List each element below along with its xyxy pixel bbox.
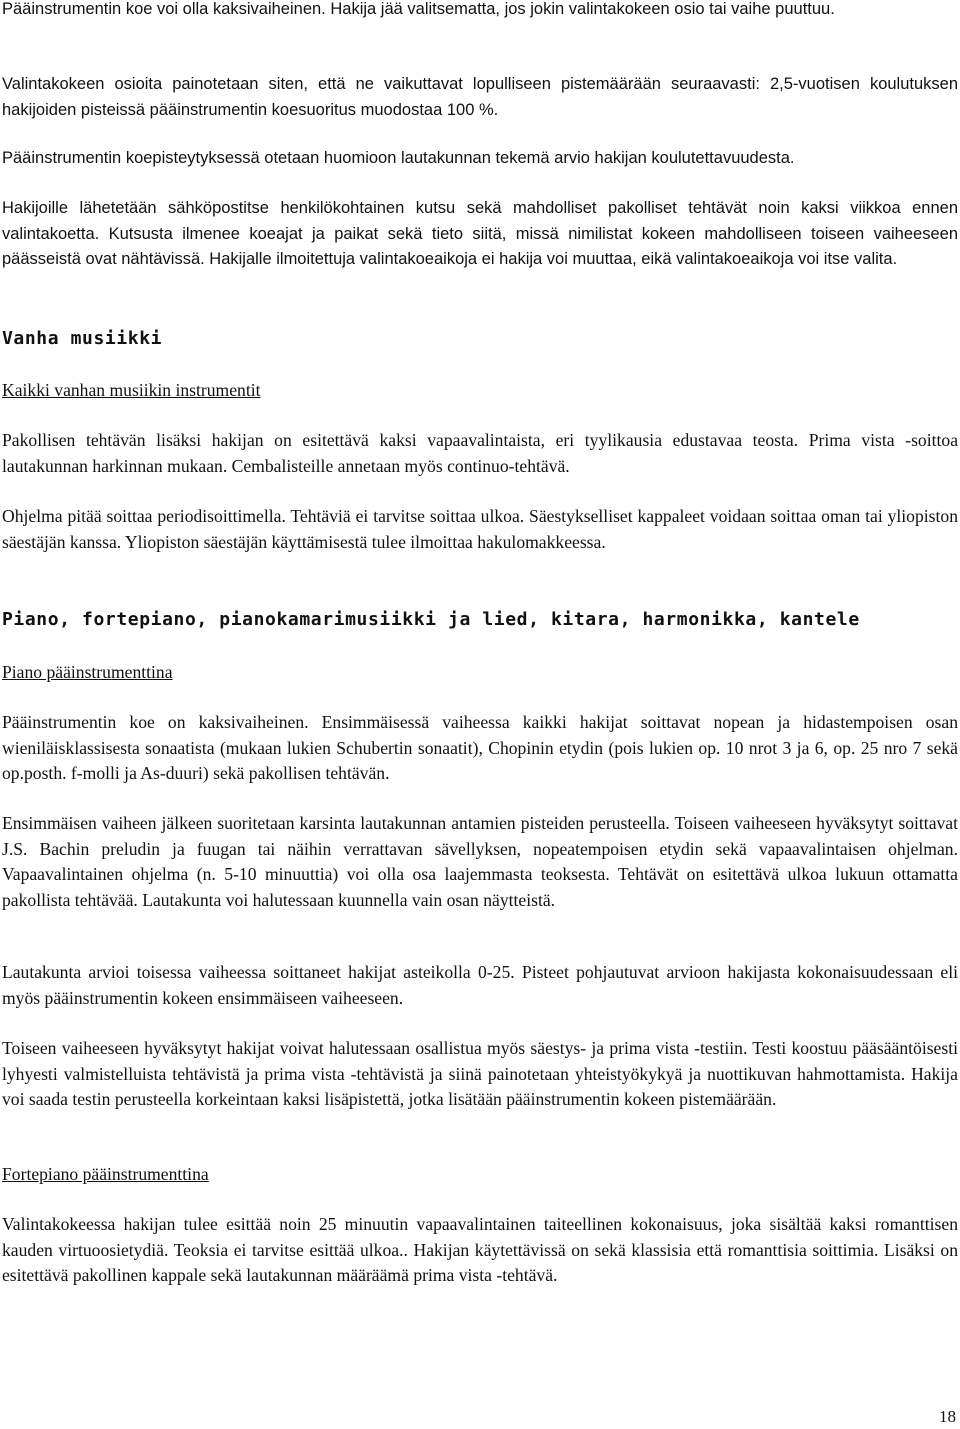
piano-paragraph-4: Toiseen vaiheeseen hyväksytyt hakijat voivat halutessaan osallistua myös säestys- ja prima vista -testiin. Testi koostuu pääsääntöisesti lyhyesti valmistelluista tehtävistä ja prima vista -tehtävistä ja siinä painotetaan yhteistyökykyä ja nuottikuvan hahmottamista. Hakija voi saada testin perusteella korkeintaan kaksi lisäpistettä, jotka lisätään pääinstrumentin kokeen pistemäärään. bbox=[2, 1038, 958, 1109]
intro-paragraph-1: Pääinstrumentin koe voi olla kaksivaiheinen. Hakija jää valitsematta, jos jokin valintakokeen osio tai vaihe puuttuu. bbox=[2, 0, 835, 18]
section-heading-piano: Piano, fortepiano, pianokamarimusiikki ja lied, kitara, harmonikka, kantele bbox=[2, 609, 860, 630]
subheading-vanhan-musiikin-instrumentit: Kaikki vanhan musiikin instrumentit bbox=[2, 380, 261, 400]
subheading-fortepiano-paainstrumenttina: Fortepiano pääinstrumenttina bbox=[2, 1164, 209, 1184]
vanha-musiikki-paragraph-2: Ohjelma pitää soittaa periodisoittimella. Tehtäviä ei tarvitse soittaa ulkoa. Säestykselliset kappaleet voidaan soittaa oman tai yliopiston säestäjän kanssa. Yliopiston säestäjän käyttämisestä tulee ilmoittaa hakulomakkeessa. bbox=[2, 506, 958, 552]
intro-paragraph-3: Pääinstrumentin koepisteytyksessä otetaan huomioon lautakunnan tekemä arvio hakijan koulutettavuudesta. bbox=[2, 149, 795, 167]
intro-paragraph-4: Hakijoille lähetetään sähköpostitse henkilökohtainen kutsu sekä mahdolliset pakolliset tehtävät noin kaksi viikkoa ennen valintakoetta. Kutsusta ilmenee koeajat ja paikat sekä tieto siitä, missä nimilistat kokeen mahdolliseen toiseen vaiheeseen päässeistä ovat nähtävissä. Hakijalle ilmoitettuja valintakoeaikoja ei hakija voi muuttaa, eikä valintakoeaikoja voi itse valita. bbox=[2, 199, 958, 268]
piano-paragraph-3: Lautakunta arvioi toisessa vaiheessa soittaneet hakijat asteikolla 0-25. Pisteet pohjautuvat arvioon hakijasta kokonaisuudessaan eli myös pääinstrumentin kokeen ensimmäiseen vaiheeseen. bbox=[2, 962, 958, 1008]
vanha-musiikki-paragraph-1: Pakollisen tehtävän lisäksi hakijan on esitettävä kaksi vapaavalintaista, eri tyylikausia edustavaa teosta. Prima vista -soittoa lautakunnan harkinnan mukaan. Cembalisteille annetaan myös continuo-tehtävä. bbox=[2, 430, 958, 476]
piano-paragraph-2: Ensimmäisen vaiheen jälkeen suoritetaan karsinta lautakunnan antamien pisteiden perusteella. Toiseen vaiheeseen hyväksytyt soittavat J.S. Bachin preludin ja fuugan tai näihin verrattavan sävellyksen, nopeatempoisen etydin sekä vapaavalintaisen ohjelman. Vapaavalintainen ohjelma (n. 5-10 minuuttia) voi olla osa laajemmasta teoksesta. Tehtävät on esitettävä ulkoa lukuun ottamatta pakollista tehtävää. Lautakunta voi halutessaan kuunnella vain osan näytteistä. bbox=[2, 813, 958, 910]
fortepiano-paragraph-1: Valintakokeessa hakijan tulee esittää noin 25 minuutin vapaavalintainen taiteellinen kokonaisuus, joka sisältää kaksi romanttisen kauden virtuoosietydiä. Teoksia ei tarvitse esittää ulkoa.. Hakijan käytettävissä on sekä klassisia että romanttisia soittimia. Lisäksi on esitettävä pakollinen kappale sekä lautakunnan määräämä prima vista -tehtävä. bbox=[2, 1214, 958, 1285]
page-number: 18 bbox=[939, 1407, 956, 1426]
subheading-piano-paainstrumenttina: Piano pääinstrumenttina bbox=[2, 662, 173, 682]
piano-paragraph-1: Pääinstrumentin koe on kaksivaiheinen. Ensimmäisessä vaiheessa kaikki hakijat soittavat nopean ja hidastempoisen osan wieniläisklassisesta sonaatista (mukaan lukien Schubertin sonaatit), Chopinin etydin (pois lukien op. 10 nrot 3 ja 6, op. 25 nro 7 sekä op.posth. f-molli ja As-duuri) sekä pakollisen tehtävän. bbox=[2, 712, 958, 783]
intro-paragraph-2: Valintakokeen osioita painotetaan siten, että ne vaikuttavat lopulliseen pistemäärään seuraavasti: 2,5-vuotisen koulutuksen hakijoiden pisteissä pääinstrumentin koesuoritus muodostaa 100 %. bbox=[2, 75, 958, 119]
section-heading-vanha-musiikki: Vanha musiikki bbox=[2, 328, 163, 349]
